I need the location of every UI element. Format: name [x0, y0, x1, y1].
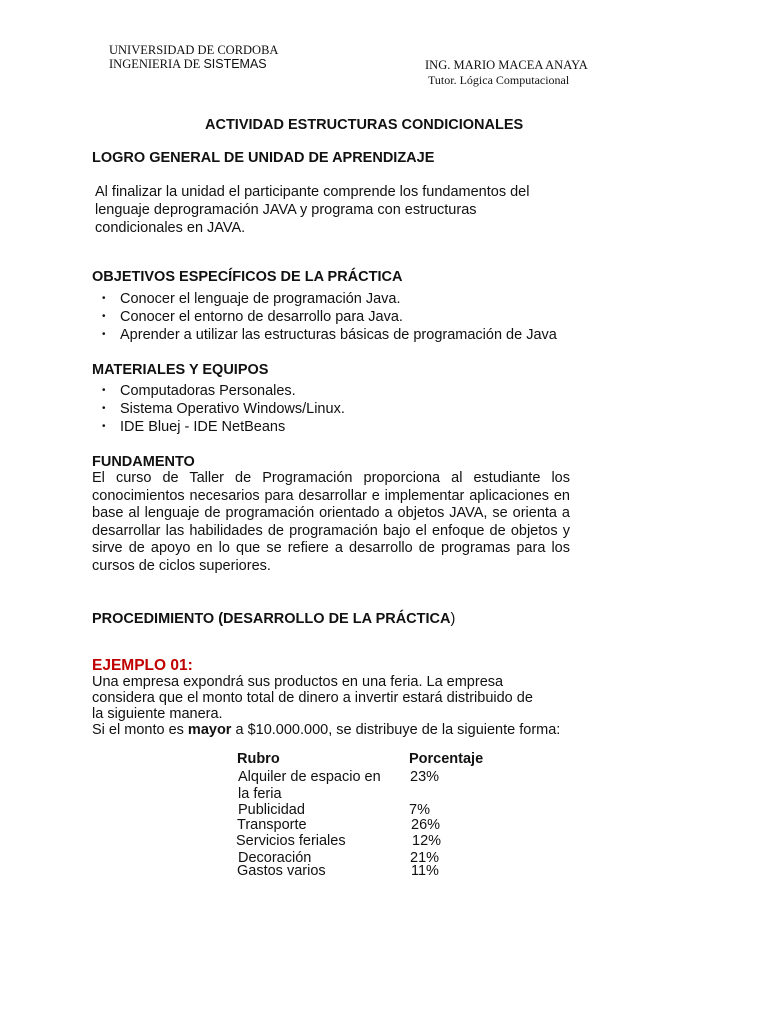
logro-line: condicionales en JAVA. [95, 220, 246, 236]
bullet-icon: • [102, 329, 106, 340]
procedimiento-heading [92, 611, 455, 627]
table-cell-rubro: la feria [238, 786, 282, 802]
ejemplo-line: considera que el monto total de dinero a invertir estará distribuido de [92, 690, 533, 706]
materiales-list [92, 382, 345, 436]
university-name: UNIVERSIDAD DE CORDOBA [109, 43, 279, 57]
table-cell-rubro: Publicidad [238, 802, 305, 818]
table-header-porcentaje: Porcentaje [409, 751, 484, 767]
fundamento-heading: FUNDAMENTO [92, 454, 195, 470]
list-item-text: Conocer el entorno de desarrollo para Java. [120, 309, 403, 325]
table-cell-rubro: Decoración [238, 850, 312, 866]
table-cell-rubro: Transporte [237, 817, 307, 833]
table-cell-rubro: Alquiler de espacio en [238, 769, 381, 785]
list-item-text: Conocer el lenguaje de programación Java. [120, 291, 401, 307]
ejemplo-condition [92, 722, 560, 739]
bullet-icon: • [102, 293, 106, 304]
table-cell-pct: 7% [409, 802, 430, 818]
materiales-heading: MATERIALES Y EQUIPOS [92, 362, 269, 378]
list-item [92, 400, 345, 418]
condition-bold: mayor [187, 722, 232, 738]
list-item [92, 308, 557, 326]
instructor-role: Tutor. Lógica Computacional [428, 73, 570, 87]
bullet-icon: • [102, 403, 106, 414]
instructor-name: ING. MARIO MACEA ANAYA [425, 58, 588, 72]
table-cell-pct: 12% [412, 833, 442, 849]
procedimiento-heading-text: PROCEDIMIENTO (DESARROLLO DE LA PRÁCTICA [92, 611, 451, 627]
condition-prefix: Si el monto es [92, 722, 188, 738]
faculty-name [109, 57, 267, 72]
table-cell-pct: 21% [410, 850, 440, 866]
objetivos-list [92, 290, 557, 344]
logro-line: Al finalizar la unidad el participante comprende los fundamentos del [95, 184, 530, 200]
table-header-rubro: Rubro [237, 751, 280, 767]
list-item [92, 326, 557, 344]
procedimiento-heading-paren: ) [450, 611, 456, 627]
list-item-text: Sistema Operativo Windows/Linux. [120, 401, 345, 417]
table-cell-pct: 11% [411, 863, 439, 879]
faculty-prefix: INGENIERIA DE [109, 57, 204, 71]
faculty-suffix: SISTEMAS [203, 57, 267, 71]
ejemplo-line: Una empresa expondrá sus productos en una feria. La empresa [92, 674, 504, 690]
table-cell-rubro: Servicios feriales [236, 833, 346, 849]
fundamento-text: El curso de Taller de Programación proporciona al estudiante los conocimientos necesarios para desarrollar e implementar aplicaciones en base al lenguaje de programación orientado a objetos JAVA, se orienta a desarrollar las habilidades de programación bajo el enfoque de objetos y sirve de apoyo en lo que se refiere a desarrollo de programas para los cursos de ciclos superiores. [92, 470, 570, 574]
table-cell-rubro: Gastos varios [237, 863, 326, 879]
bullet-icon: • [102, 385, 106, 396]
list-item-text: IDE Bluej - IDE NetBeans [120, 419, 286, 435]
bullet-icon: • [102, 421, 106, 432]
ejemplo-line: la siguiente manera. [92, 706, 223, 722]
list-item-text: Aprender a utilizar las estructuras básicas de programación de Java [120, 327, 557, 343]
page-title: ACTIVIDAD ESTRUCTURAS CONDICIONALES [205, 117, 524, 133]
table-cell-pct: 26% [411, 817, 441, 833]
list-item [92, 290, 557, 308]
condition-suffix: a $10.000.000, se distribuye de la siguiente forma: [231, 722, 561, 738]
table-cell-pct: 23% [410, 769, 440, 785]
list-item [92, 418, 345, 436]
list-item-text: Computadoras Personales. [120, 383, 296, 399]
logro-line: lenguaje deprogramación JAVA y programa con estructuras [95, 202, 477, 218]
bullet-icon: • [102, 311, 106, 322]
logro-heading: LOGRO GENERAL DE UNIDAD DE APRENDIZAJE [92, 150, 435, 166]
list-item [92, 382, 345, 400]
objetivos-heading: OBJETIVOS ESPECÍFICOS DE LA PRÁCTICA [92, 269, 403, 285]
ejemplo-label: EJEMPLO 01: [92, 657, 193, 674]
